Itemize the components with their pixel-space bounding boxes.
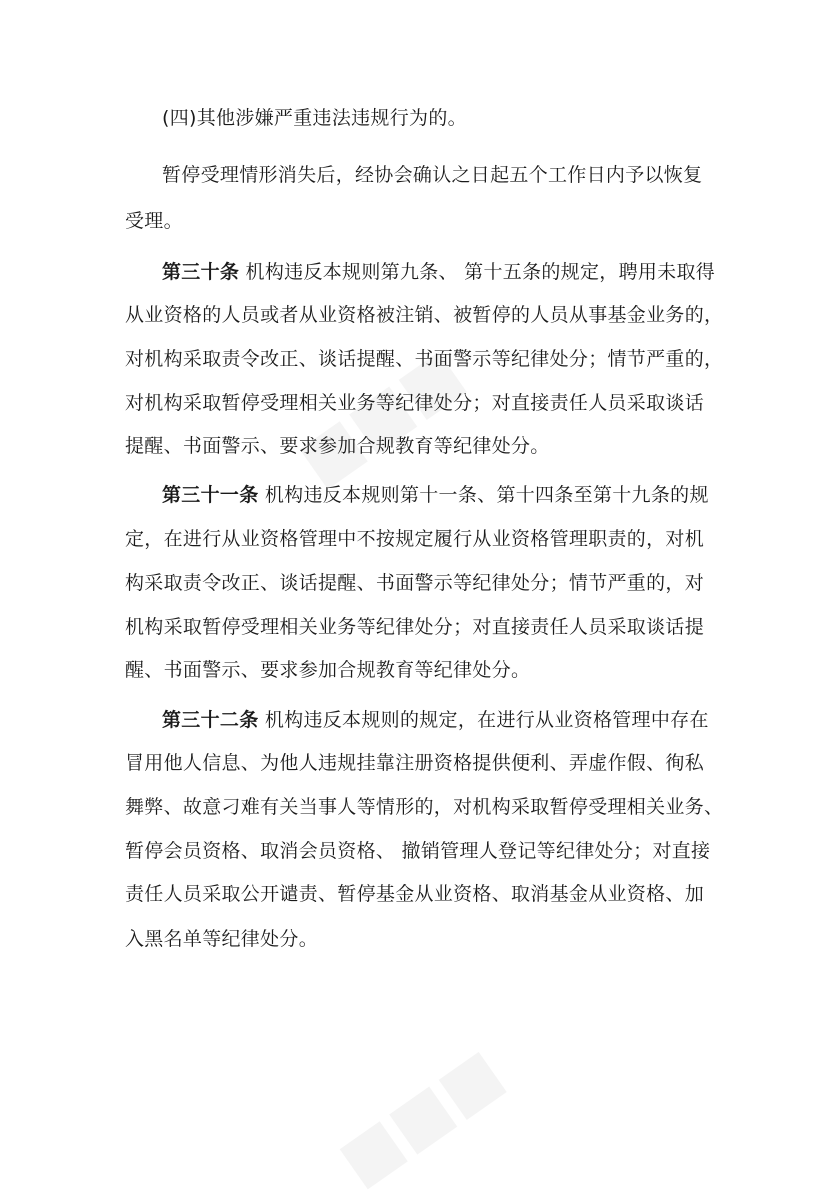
article-30-line: 对机构采取暂停受理相关业务等纪律处分；对直接责任人员采取谈话 <box>125 392 705 414</box>
article-32-line: 入黑名单等纪律处分。 <box>125 928 319 950</box>
item-4-text: (四)其他涉嫌严重违法违规行为的。 <box>162 107 467 129</box>
article-31-title: 第三十一条 <box>162 484 259 506</box>
article-32-line1 <box>162 706 709 734</box>
article-30-line: 提醒、书面警示、要求参加合规教育等纪律处分。 <box>125 435 550 457</box>
article-30-title: 第三十条 <box>162 261 240 283</box>
article-32-title: 第三十二条 <box>162 709 259 731</box>
article-30-line1 <box>162 258 715 286</box>
article-32-text: 机构违反本规则的规定，在进行从业资格管理中存在 <box>264 709 709 731</box>
article-32-line: 冒用他人信息、为他人违规挂靠注册资格提供便利、弄虚作假、徇私 <box>125 752 705 774</box>
article-31-text: 机构违反本规则第十一条、第十四条至第十九条的规 <box>264 484 709 506</box>
article-31-line1 <box>162 481 709 509</box>
article-30-line: 对机构采取责令改正、谈话提醒、书面警示等纪律处分；情节严重的， <box>125 348 724 370</box>
watermark <box>325 1035 516 1199</box>
article-31-line: 醒、书面警示、要求参加合规教育等纪律处分。 <box>125 659 531 681</box>
article-32-line: 暂停会员资格、取消会员资格、 撤销管理人登记等纪律处分；对直接 <box>125 840 711 862</box>
article-30-text: 机构违反本规则第九条、 第十五条的规定，聘用未取得 <box>245 261 716 283</box>
article-31-line: 构采取责令改正、谈话提醒、书面警示等纪律处分；情节严重的，对 <box>125 572 705 594</box>
article-30-line: 从业资格的人员或者从业资格被注销、被暂停的人员从事基金业务的， <box>125 304 724 326</box>
article-32-line: 舞弊、故意刁难有关当事人等情形的，对机构采取暂停受理相关业务、 <box>125 796 724 818</box>
article-31-line: 定，在进行从业资格管理中不按规定履行从业资格管理职责的，对机 <box>125 528 705 550</box>
resume-para-line: 暂停受理情形消失后，经协会确认之日起五个工作日内予以恢复 <box>162 164 703 186</box>
resume-para-line: 受理。 <box>125 210 183 232</box>
article-32-line: 责任人员采取公开谴责、暂停基金从业资格、取消基金从业资格、加 <box>125 883 705 905</box>
article-31-line: 机构采取暂停受理相关业务等纪律处分；对直接责任人员采取谈话提 <box>125 616 705 638</box>
